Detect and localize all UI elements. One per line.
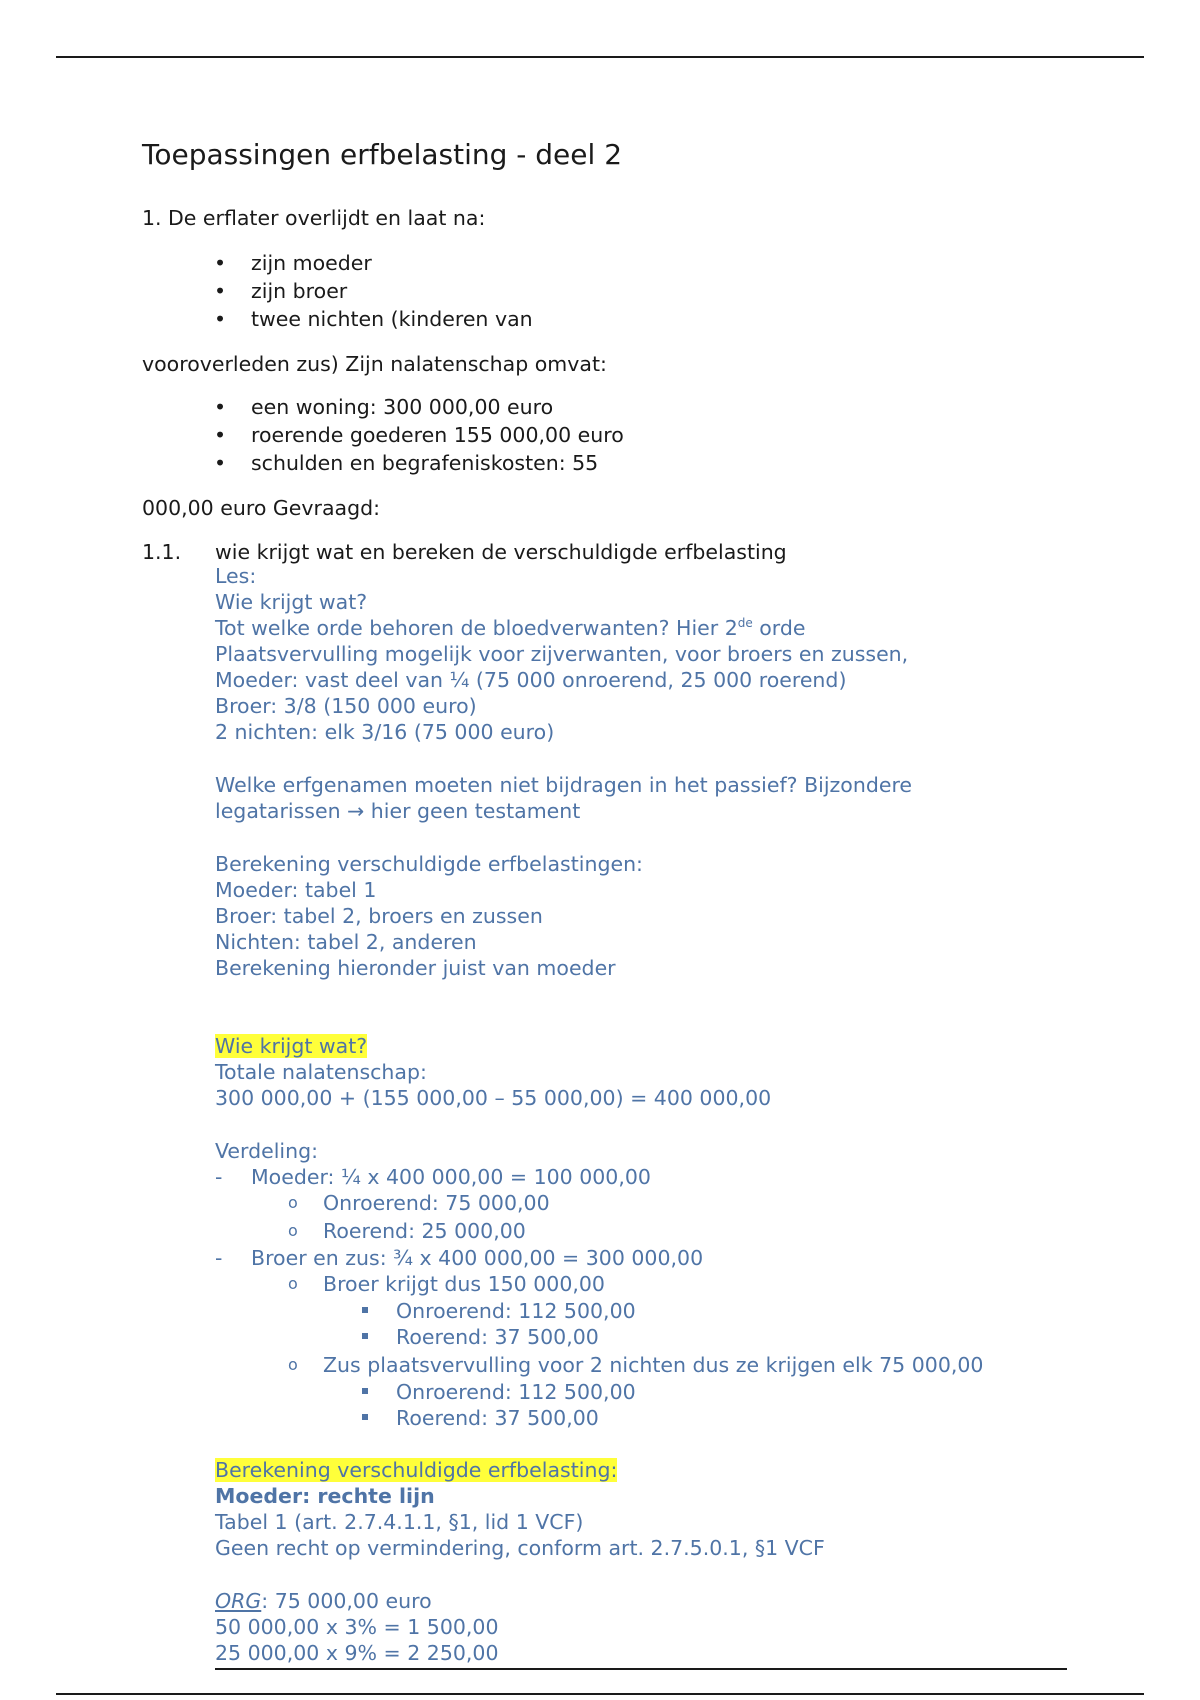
notes-passief-2: legatarissen → hier geen testament: [215, 799, 581, 823]
assets-list: [214, 393, 624, 477]
solution-moeder: Moeder: ¼ x 400 000,00 = 100 000,00: [251, 1165, 651, 1189]
dash-marker: -: [215, 1246, 223, 1270]
circle-marker: o: [288, 1193, 298, 1212]
solution-broer-zus: Broer en zus: ¾ x 400 000,00 = 300 000,00: [251, 1246, 704, 1270]
solution-verdeling: Verdeling:: [215, 1139, 319, 1163]
circle-marker: o: [288, 1274, 298, 1293]
notes-plaatsvervulling: Plaatsvervulling mogelijk voor zijverwanten, voor broers en zussen,: [215, 642, 909, 666]
sum-rule: [215, 1668, 1067, 1670]
calc-line-1: 50 000,00 x 3% = 1 500,00: [215, 1615, 499, 1639]
calc-heading: Berekening verschuldigde erfbelasting:: [215, 1458, 618, 1482]
solution-formula: 300 000,00 + (155 000,00 – 55 000,00) = 400 000,00: [215, 1086, 772, 1110]
solution-zus: Zus plaatsvervulling voor 2 nichten dus ze krijgen elk 75 000,00: [323, 1353, 984, 1377]
question-1-text: De erflater overlijdt en laat na:: [168, 206, 486, 230]
list-item: • twee nichten (kinderen van: [214, 305, 533, 333]
notes-berekening-heading: Berekening verschuldigde erfbelastingen:: [215, 852, 643, 876]
calc-line-2: 25 000,00 x 9% = 2 250,00: [215, 1641, 499, 1665]
notes-wie-krijgt-wat: Wie krijgt wat?: [215, 590, 368, 614]
notes-berekening-juist: Berekening hieronder juist van moeder: [215, 956, 616, 980]
calc-tabel: Tabel 1 (art. 2.7.4.1.1, §1, lid 1 VCF): [215, 1510, 584, 1534]
notes-berekening-nichten: Nichten: tabel 2, anderen: [215, 930, 477, 954]
subquestion-text: wie krijgt wat en bereken de verschuldigde erfbelasting: [215, 540, 787, 564]
square-bullet: [362, 1333, 368, 1339]
circle-marker: o: [288, 1221, 298, 1240]
solution-moeder-onroerend: Onroerend: 75 000,00: [323, 1191, 550, 1215]
solution-zus-roerend: Roerend: 37 500,00: [396, 1406, 599, 1430]
notes-nichten: 2 nichten: elk 3/16 (75 000 euro): [215, 720, 555, 744]
calc-moeder: Moeder: rechte lijn: [215, 1484, 435, 1508]
list-item: • schulden en begrafeniskosten: 55: [214, 449, 624, 477]
list-item: • roerende goederen 155 000,00 euro: [214, 421, 624, 449]
square-bullet: [362, 1307, 368, 1313]
heirs-list: [214, 249, 533, 333]
list-item: • een woning: 300 000,00 euro: [214, 393, 624, 421]
circle-marker: o: [288, 1355, 298, 1374]
solution-broer-roerend: Roerend: 37 500,00: [396, 1325, 599, 1349]
solution-broer-krijgt: Broer krijgt dus 150 000,00: [323, 1272, 605, 1296]
notes-passief-1: Welke erfgenamen moeten niet bijdragen in het passief? Bijzondere: [215, 773, 913, 797]
estate-line: vooroverleden zus) Zijn nalatenschap omvat:: [142, 352, 607, 376]
header-rule: [56, 56, 1144, 58]
square-bullet: [362, 1414, 368, 1420]
notes-moeder: Moeder: vast deel van ¼ (75 000 onroerend, 25 000 roerend): [215, 668, 847, 692]
notes-broer: Broer: 3/8 (150 000 euro): [215, 694, 477, 718]
footer-rule: [56, 1693, 1144, 1695]
solution-moeder-roerend: Roerend: 25 000,00: [323, 1219, 526, 1243]
notes-order: Tot welke orde behoren de bloedverwanten? Hier 2de orde: [215, 616, 806, 640]
notes-les: Les:: [215, 564, 257, 588]
solution-broer-onroerend: Onroerend: 112 500,00: [396, 1299, 636, 1323]
calc-org: ORG: 75 000,00 euro: [215, 1589, 432, 1613]
solution-heading: Wie krijgt wat?: [215, 1034, 368, 1058]
solution-totale: Totale nalatenschap:: [215, 1060, 427, 1084]
page-title: Toepassingen erfbelasting - deel 2: [142, 138, 623, 171]
calc-geen-vermindering: Geen recht op vermindering, conform art. 2.7.5.0.1, §1 VCF: [215, 1536, 825, 1560]
solution-zus-onroerend: Onroerend: 112 500,00: [396, 1380, 636, 1404]
notes-berekening-moeder: Moeder: tabel 1: [215, 878, 377, 902]
asked-line: 000,00 euro Gevraagd:: [142, 496, 381, 520]
subquestion-number: 1.1.: [142, 540, 182, 564]
square-bullet: [362, 1388, 368, 1394]
question-1-number: 1.: [142, 206, 162, 230]
list-item: • zijn broer: [214, 277, 533, 305]
notes-berekening-broer: Broer: tabel 2, broers en zussen: [215, 904, 543, 928]
list-item: • zijn moeder: [214, 249, 533, 277]
dash-marker: -: [215, 1165, 223, 1189]
